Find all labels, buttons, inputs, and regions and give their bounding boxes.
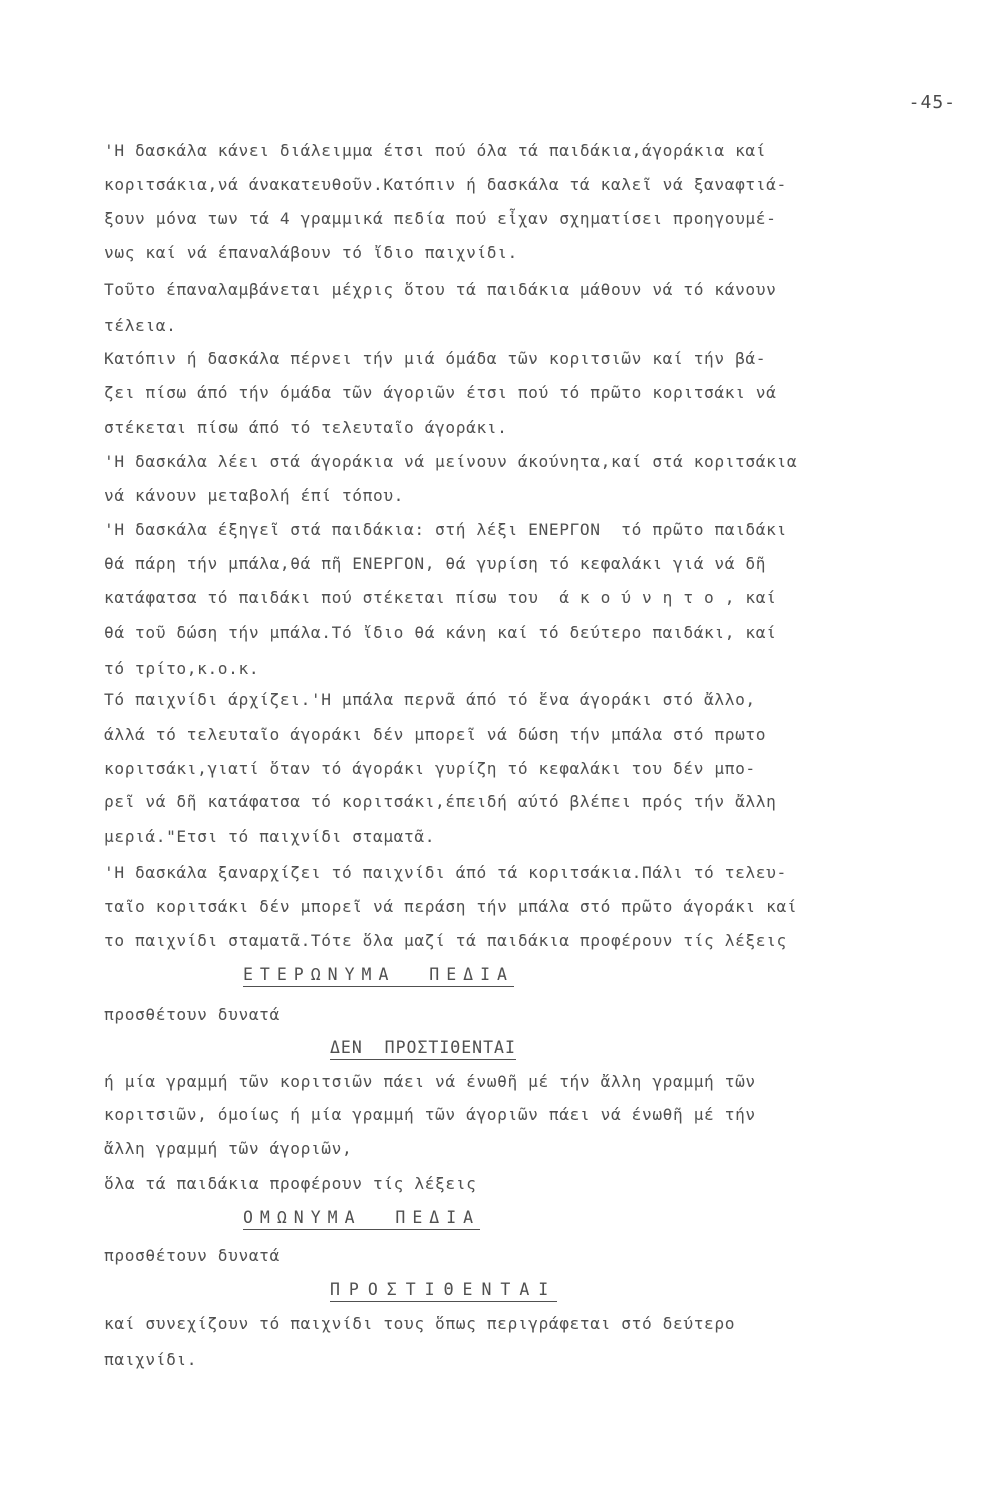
text-line: κοριτσάκι,γιατί ὅταν τό άγοράκι γυρίζη τό κεφαλάκι του δέν μπο- — [104, 759, 756, 778]
text-line: Κατόπιν ή δασκάλα πέρνει τήν μιά όμάδα τῶν κοριτσιῶν καί τήν βά- — [104, 349, 767, 368]
text-line: νά κάνουν μεταβολή έπί τόπου. — [104, 486, 405, 505]
heading-heteronymous-fields: ΕΤΕΡΩΝΥΜΑ ΠΕΔΙΑ — [243, 967, 514, 987]
text-line: 'Η δασκάλα ξαναρχίζει τό παιχνίδι άπό τά κοριτσάκια.Πάλι τό τελευ- — [104, 863, 787, 882]
text-line: Τοῦτο έπαναλαμβάνεται μέχρις ὅτου τά παιδάκια μάθουν νά τό κάνουν — [104, 280, 777, 299]
text-line: άλλά τό τελευταῖο άγοράκι δέν μπορεῖ νά δώση τήν μπάλα στό πρωτο — [104, 725, 767, 744]
text-line: παιχνίδι. — [104, 1350, 198, 1369]
text-line: ρεῖ νά δῆ κατάφατσα τό κοριτσάκι,έπειδή αύτό βλέπει πρός τήν ἄλλη — [104, 792, 777, 811]
text-line: κατάφατσα τό παιδάκι πού στέκεται πίσω του ά κ ο ύ ν η τ ο , καί — [104, 588, 777, 607]
text-line: κοριτσιῶν, όμοίως ή μία γραμμή τῶν άγοριῶν πάει νά ένωθῆ μέ τήν — [104, 1105, 756, 1124]
page-number: -45- — [908, 92, 956, 113]
text-line: προσθέτουν δυνατά — [104, 1005, 280, 1024]
text-line: ξουν μόνα των τά 4 γραμμικά πεδία πού εἶχαν σχηματίσει προηγουμέ- — [104, 209, 777, 228]
text-line: θά πάρη τήν μπάλα,θά πῆ ΕΝΕΡΓΟΝ, θά γυρίση τό κεφαλάκι γιά νά δῆ — [104, 554, 767, 573]
heading-added: ΠΡΟΣΤΙΘΕΝΤΑΙ — [330, 1282, 557, 1302]
text-line: 'Η δασκάλα κάνει διάλειμμα έτσι πού όλα τά παιδάκια,άγοράκια καί — [104, 141, 767, 160]
heading-not-added: ΔΕΝ ΠΡΟΣΤΙΘΕΝΤΑΙ — [330, 1040, 516, 1060]
text-line: Τό παιχνίδι άρχίζει.'Η μπάλα περνᾶ άπό τό ἕνα άγοράκι στό ἄλλο, — [104, 690, 756, 709]
text-line: ζει πίσω άπό τήν όμάδα τῶν άγοριῶν έτσι πού τό πρῶτο κοριτσάκι νά — [104, 383, 777, 402]
text-line: μεριά."Ετσι τό παιχνίδι σταματᾶ. — [104, 827, 436, 846]
text-line: προσθέτουν δυνατά — [104, 1246, 280, 1265]
text-line: 'Η δασκάλα λέει στά άγοράκια νά μείνουν άκούνητα,καί στά κοριτσάκια — [104, 452, 798, 471]
heading-homonymous-fields: ΟΜΩΝΥΜΑ ΠΕΔΙΑ — [243, 1210, 480, 1230]
text-line: ἄλλη γραμμή τῶν άγοριῶν, — [104, 1139, 353, 1158]
text-line: ταῖο κοριτσάκι δέν μπορεῖ νά περάση τήν μπάλα στό πρῶτο άγοράκι καί — [104, 897, 798, 916]
text-line: ὅλα τά παιδάκια προφέρουν τίς λέξεις — [104, 1174, 477, 1193]
text-line: τό τρίτο,κ.ο.κ. — [104, 659, 260, 678]
text-line: το παιχνίδι σταματᾶ.Τότε ὅλα μαζί τά παιδάκια προφέρουν τίς λέξεις — [104, 931, 787, 950]
text-line: στέκεται πίσω άπό τό τελευταῖο άγοράκι. — [104, 418, 508, 437]
text-line: νως καί νά έπαναλάβουν τό ἴδιο παιχνίδι. — [104, 243, 518, 262]
text-line: κοριτσάκια,νά άνακατευθοῦν.Κατόπιν ή δασκάλα τά καλεῖ νά ξαναφτιά- — [104, 175, 787, 194]
text-line: θά τοῦ δώση τήν μπάλα.Τό ἴδιο θά κάνη καί τό δεύτερο παιδάκι, καί — [104, 623, 777, 642]
text-line: τέλεια. — [104, 316, 177, 335]
text-line: 'Η δασκάλα έξηγεῖ στά παιδάκια: στή λέξι ΕΝΕΡΓΟΝ τό πρῶτο παιδάκι — [104, 520, 787, 539]
text-line: καί συνεχίζουν τό παιχνίδι τους ὅπως περιγράφεται στό δεύτερο — [104, 1314, 736, 1333]
text-line: ή μία γραμμή τῶν κοριτσιῶν πάει νά ένωθῆ μέ τήν ἄλλη γραμμή τῶν — [104, 1072, 756, 1091]
